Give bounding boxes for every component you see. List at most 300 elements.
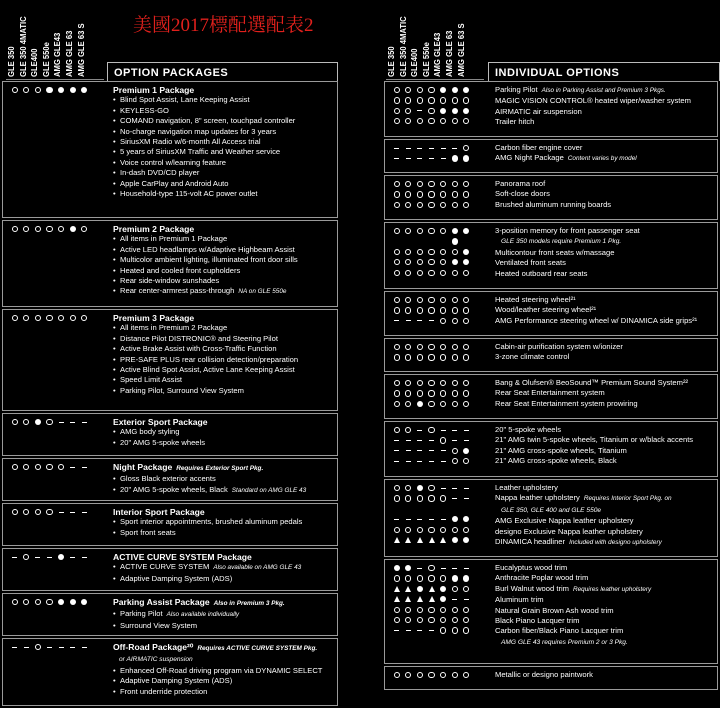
- availability-cell: [391, 268, 403, 278]
- optional-marker: [394, 380, 400, 386]
- availability-cell: [403, 154, 415, 164]
- marker-row: [9, 85, 105, 95]
- availability-cell: [414, 584, 426, 594]
- bullet-icon: •: [113, 375, 116, 385]
- item-line: [113, 234, 335, 244]
- availability-cell: [426, 154, 438, 164]
- optional-marker: [405, 527, 411, 533]
- item-line: [495, 493, 715, 504]
- standard-marker: [440, 596, 446, 602]
- availability-cell: [461, 425, 473, 435]
- availability-cell: [403, 574, 415, 584]
- optional-marker: [428, 297, 434, 303]
- item-label: Eucalyptus wood trim: [495, 563, 568, 572]
- availability-cell: [437, 425, 449, 435]
- option-block: [384, 421, 718, 477]
- availability-cell: [391, 342, 403, 352]
- not-available-marker: [394, 158, 399, 159]
- model-name-header: [399, 10, 408, 77]
- item-line: [495, 425, 715, 435]
- availability-cell: [32, 597, 44, 607]
- availability-cell: [391, 425, 403, 435]
- availability-cell: [426, 626, 438, 636]
- item-line: [113, 147, 335, 157]
- bullet-icon: •: [113, 427, 116, 437]
- availability-cell: [461, 446, 473, 456]
- marker-row: [391, 636, 487, 646]
- availability-markers: [391, 342, 487, 363]
- availability-cell: [403, 494, 415, 504]
- marker-row: [391, 143, 487, 153]
- marker-row: [391, 236, 487, 246]
- marker-row: [9, 375, 105, 385]
- item-line: [113, 562, 335, 573]
- marker-row: [391, 483, 487, 493]
- optional-marker: [394, 297, 400, 303]
- standard-marker: [463, 575, 469, 581]
- item-label: Panorama roof: [495, 179, 546, 188]
- marker-row: [9, 286, 105, 296]
- standard-marker: [463, 516, 469, 522]
- optional-marker: [46, 315, 52, 321]
- availability-cell: [21, 552, 33, 562]
- optional-marker: [394, 401, 400, 407]
- availability-cell: [461, 399, 473, 409]
- item-label: DINAMICA headliner: [495, 537, 566, 547]
- item-line: [495, 516, 715, 526]
- availability-cell: [461, 626, 473, 636]
- item-line: [495, 269, 715, 279]
- optional-marker: [440, 390, 446, 396]
- availability-cell: [55, 224, 67, 234]
- optional-marker: [428, 565, 434, 571]
- optional-marker: [452, 627, 458, 633]
- item-label: 21" AMG cross-spoke wheels, Titanium: [495, 445, 627, 455]
- availability-cell: [79, 313, 91, 323]
- optional-marker: [440, 118, 446, 124]
- not-available-marker: [417, 519, 422, 520]
- availability-cell: [449, 143, 461, 153]
- item-text: [495, 179, 715, 210]
- optional-marker: [440, 228, 446, 234]
- optional-marker: [46, 226, 52, 232]
- option-block: [384, 374, 718, 419]
- optional-marker: [463, 297, 469, 303]
- availability-cell: [437, 389, 449, 399]
- optional-marker: [405, 401, 411, 407]
- item-label: Wood/leather steering wheel²¹: [495, 305, 597, 315]
- optional-marker: [405, 495, 411, 501]
- optional-marker: [405, 249, 411, 255]
- availability-cell: [437, 247, 449, 257]
- model-name-text: GLE 350 4MATIC: [397, 16, 408, 77]
- model-name-text: GLE 550e: [420, 42, 431, 77]
- availability-cell: [414, 525, 426, 535]
- optional-marker: [394, 607, 400, 613]
- not-available-marker: [394, 450, 399, 451]
- optional-marker: [417, 307, 423, 313]
- availability-cell: [21, 224, 33, 234]
- marker-row: [9, 179, 105, 189]
- model-name-text: AMG GLE43: [432, 32, 443, 77]
- bullet-icon: •: [113, 484, 116, 494]
- bullet-icon: •: [113, 147, 116, 157]
- availability-cell: [67, 507, 79, 517]
- availability-cell: [449, 514, 461, 524]
- item-line: [113, 676, 335, 686]
- availability-cell: [9, 642, 21, 652]
- marker-row: [391, 247, 487, 257]
- optional-marker: [417, 191, 423, 197]
- optional-marker: [452, 344, 458, 350]
- availability-cell: [391, 494, 403, 504]
- availability-cell: [391, 295, 403, 305]
- availability-cell: [414, 626, 426, 636]
- availability-cell: [449, 425, 461, 435]
- item-line: [113, 334, 335, 344]
- model-name-header: [30, 45, 39, 77]
- optional-marker: [463, 181, 469, 187]
- not-available-marker: [417, 440, 422, 441]
- availability-cell: [9, 597, 21, 607]
- optional-marker: [58, 226, 64, 232]
- optional-marker: [452, 318, 458, 324]
- item-line: [495, 143, 715, 153]
- optional-marker: [463, 270, 469, 276]
- availability-cell: [403, 626, 415, 636]
- optional-marker: [81, 226, 87, 232]
- optional-marker: [394, 390, 400, 396]
- availability-cell: [449, 378, 461, 388]
- optional-marker: [440, 354, 446, 360]
- optional-marker: [394, 202, 400, 208]
- item-label: Distance Pilot DISTRONIC® and Steering Pilot: [120, 333, 278, 343]
- not-available-marker: [429, 519, 434, 520]
- item-text: [495, 342, 715, 363]
- item-line: [113, 375, 335, 385]
- optional-marker: [417, 390, 423, 396]
- model-name-header: [77, 17, 86, 77]
- availability-cell: [426, 389, 438, 399]
- item-line: [113, 286, 335, 297]
- not-available-marker: [82, 647, 87, 648]
- optional-marker: [463, 354, 469, 360]
- optional-marker: [452, 527, 458, 533]
- availability-cell: [449, 594, 461, 604]
- optional-marker: [35, 464, 41, 470]
- availability-cell: [21, 597, 33, 607]
- item-text: [113, 313, 335, 396]
- item-label: Adaptive Damping System (ADS): [120, 676, 233, 686]
- not-available-marker: [429, 630, 434, 631]
- availability-cell: [55, 597, 67, 607]
- not-available-marker: [82, 557, 87, 558]
- item-text: [113, 85, 335, 199]
- marker-row: [9, 597, 105, 607]
- marker-row: [9, 652, 105, 662]
- not-available-marker: [441, 148, 446, 149]
- optional-marker: [394, 354, 400, 360]
- availability-cell: [403, 116, 415, 126]
- not-available-marker: [464, 498, 469, 499]
- item-note: NA on GLE 550e: [238, 288, 287, 296]
- availability-cell: [403, 389, 415, 399]
- availability-cell: [426, 436, 438, 446]
- availability-cell: [414, 483, 426, 493]
- availability-cell: [21, 85, 33, 95]
- availability-cell: [449, 200, 461, 210]
- availability-cell: [449, 574, 461, 584]
- availability-cell: [437, 446, 449, 456]
- bullet-icon: •: [113, 344, 116, 354]
- availability-cell: [414, 200, 426, 210]
- item-label: PRE-SAFE PLUS rear collision detection/preparation: [120, 354, 299, 364]
- availability-markers: [9, 313, 105, 396]
- optional-marker: [440, 297, 446, 303]
- availability-cell: [403, 143, 415, 153]
- marker-row: [9, 438, 105, 448]
- item-text: [113, 507, 335, 538]
- conditional-marker: [394, 537, 400, 543]
- marker-row: [9, 663, 105, 673]
- bullet-icon: •: [113, 178, 116, 188]
- not-available-marker: [82, 467, 87, 468]
- availability-cell: [44, 85, 56, 95]
- availability-cell: [391, 96, 403, 106]
- availability-cell: [437, 574, 449, 584]
- item-line: [113, 365, 335, 375]
- marker-row: [391, 268, 487, 278]
- item-label: Active LED headlamps w/Adaptive Highbeam Assist: [120, 244, 295, 254]
- optional-marker: [463, 672, 469, 678]
- availability-cell: [414, 399, 426, 409]
- availability-cell: [391, 584, 403, 594]
- model-name-text: AMG GLE 63: [64, 30, 74, 77]
- availability-cell: [449, 257, 461, 267]
- standard-marker: [452, 87, 458, 93]
- item-label: Heated steering wheel²¹: [495, 295, 576, 304]
- model-name-header: [65, 26, 74, 77]
- optional-marker: [417, 270, 423, 276]
- availability-cell: [414, 85, 426, 95]
- optional-marker: [428, 617, 434, 623]
- availability-cell: [461, 456, 473, 466]
- conditional-marker: [429, 537, 435, 543]
- availability-cell: [391, 179, 403, 189]
- not-available-marker: [24, 647, 29, 648]
- optional-marker: [463, 344, 469, 350]
- optional-marker: [394, 97, 400, 103]
- not-available-marker: [441, 158, 446, 159]
- model-name-text: AMG GLE 63: [444, 30, 454, 77]
- availability-cell: [414, 295, 426, 305]
- availability-cell: [449, 456, 461, 466]
- availability-cell: [449, 268, 461, 278]
- availability-cell: [414, 378, 426, 388]
- availability-cell: [449, 106, 461, 116]
- availability-cell: [391, 436, 403, 446]
- availability-cell: [437, 605, 449, 615]
- item-label: Speed Limit Assist: [120, 375, 183, 385]
- optional-marker: [35, 644, 41, 650]
- package-block: [2, 81, 338, 218]
- optional-marker: [405, 97, 411, 103]
- not-available-marker: [12, 557, 17, 558]
- model-name-text: GLE 350 4MATIC: [17, 16, 28, 77]
- item-line: [495, 189, 715, 199]
- optional-marker: [394, 118, 400, 124]
- item-label: Parking Pilot: [495, 85, 538, 94]
- optional-marker: [452, 607, 458, 613]
- item-label: COMAND navigation, 8" screen, touchpad controller: [120, 116, 296, 126]
- optional-marker: [70, 315, 76, 321]
- package-block: [2, 638, 338, 706]
- model-name-text: AMG GLE43: [52, 32, 63, 77]
- availability-cell: [426, 306, 438, 316]
- optional-marker: [417, 495, 423, 501]
- marker-row: [9, 158, 105, 168]
- availability-cell: [461, 605, 473, 615]
- optional-marker: [12, 599, 18, 605]
- item-note: Also available on AMG GLE 43: [213, 564, 302, 572]
- standard-marker: [417, 586, 423, 592]
- availability-cell: [437, 594, 449, 604]
- optional-marker: [463, 586, 469, 592]
- item-line: [495, 226, 715, 236]
- marker-row: [391, 425, 487, 435]
- optional-marker: [394, 485, 400, 491]
- availability-cell: [44, 597, 56, 607]
- availability-cell: [426, 425, 438, 435]
- not-available-marker: [452, 148, 457, 149]
- availability-cell: [426, 295, 438, 305]
- marker-row: [9, 528, 105, 538]
- item-label: Black Piano Lacquer trim: [495, 616, 580, 626]
- availability-cell: [449, 190, 461, 200]
- optional-marker: [417, 575, 423, 581]
- availability-cell: [9, 507, 21, 517]
- item-line: [495, 505, 715, 516]
- optional-marker: [452, 390, 458, 396]
- marker-row: [9, 276, 105, 286]
- availability-cell: [449, 494, 461, 504]
- availability-cell: [437, 378, 449, 388]
- availability-cell: [44, 552, 56, 562]
- standard-marker: [58, 87, 64, 93]
- item-text: [113, 597, 335, 631]
- availability-cell: [437, 525, 449, 535]
- availability-cell: [437, 483, 449, 493]
- optional-marker: [463, 307, 469, 313]
- item-label: designo Exclusive Nappa leather upholstery: [495, 526, 643, 536]
- item-line: [113, 621, 335, 631]
- availability-cell: [403, 594, 415, 604]
- availability-cell: [461, 257, 473, 267]
- optional-marker: [428, 97, 434, 103]
- standard-marker: [440, 586, 446, 592]
- item-label: Surround View System: [120, 620, 198, 630]
- availability-cell: [437, 494, 449, 504]
- not-available-marker: [441, 568, 446, 569]
- optional-marker: [405, 87, 411, 93]
- optional-marker: [405, 575, 411, 581]
- item-label: AMG body styling: [120, 427, 180, 437]
- marker-row: [391, 85, 487, 95]
- model-name-text: GLE400: [409, 48, 420, 77]
- availability-cell: [67, 313, 79, 323]
- optional-marker: [417, 297, 423, 303]
- standard-marker: [452, 259, 458, 265]
- not-available-marker: [464, 568, 469, 569]
- availability-cell: [391, 456, 403, 466]
- availability-cell: [426, 316, 438, 326]
- optional-marker: [405, 297, 411, 303]
- availability-markers: [9, 85, 105, 199]
- availability-cell: [461, 436, 473, 446]
- availability-cell: [437, 85, 449, 95]
- availability-cell: [44, 642, 56, 652]
- availability-cell: [391, 615, 403, 625]
- not-available-marker: [452, 430, 457, 431]
- availability-cell: [414, 268, 426, 278]
- not-available-marker: [417, 568, 422, 569]
- availability-cell: [403, 247, 415, 257]
- availability-cell: [461, 237, 473, 247]
- availability-cell: [414, 106, 426, 116]
- optional-marker: [452, 458, 458, 464]
- availability-markers: [391, 425, 487, 467]
- item-text: [495, 85, 715, 128]
- availability-markers: [9, 224, 105, 297]
- availability-cell: [437, 436, 449, 446]
- availability-cell: [461, 574, 473, 584]
- availability-cell: [21, 507, 33, 517]
- availability-cell: [437, 190, 449, 200]
- marker-row: [391, 493, 487, 503]
- standard-marker: [58, 554, 64, 560]
- item-label: Trailer hitch: [495, 117, 535, 127]
- availability-cell: [426, 247, 438, 257]
- option-block: [384, 222, 718, 289]
- availability-cell: [437, 179, 449, 189]
- bullet-icon: •: [113, 105, 116, 115]
- item-label: Burl Walnut wood trim: [495, 583, 569, 593]
- optional-marker: [394, 228, 400, 234]
- not-available-marker: [417, 158, 422, 159]
- item-label: SiriusXM Radio w/6-month All Access trial: [120, 137, 261, 147]
- availability-cell: [403, 535, 415, 545]
- marker-row: [9, 127, 105, 137]
- item-label: Rear Seat Entertainment system prowiring: [495, 398, 638, 408]
- optional-marker: [428, 527, 434, 533]
- optional-marker: [405, 427, 411, 433]
- availability-cell: [461, 96, 473, 106]
- optional-marker: [440, 607, 446, 613]
- availability-cell: [9, 313, 21, 323]
- item-text: [113, 642, 335, 697]
- availability-cell: [426, 342, 438, 352]
- availability-cell: [426, 446, 438, 456]
- availability-cell: [437, 96, 449, 106]
- conditional-marker: [405, 596, 411, 602]
- availability-cell: [44, 462, 56, 472]
- availability-cell: [426, 237, 438, 247]
- item-label: 3-zone climate control: [495, 352, 570, 362]
- not-available-marker: [417, 450, 422, 451]
- marker-row: [391, 525, 487, 535]
- availability-cell: [461, 116, 473, 126]
- not-available-marker: [441, 488, 446, 489]
